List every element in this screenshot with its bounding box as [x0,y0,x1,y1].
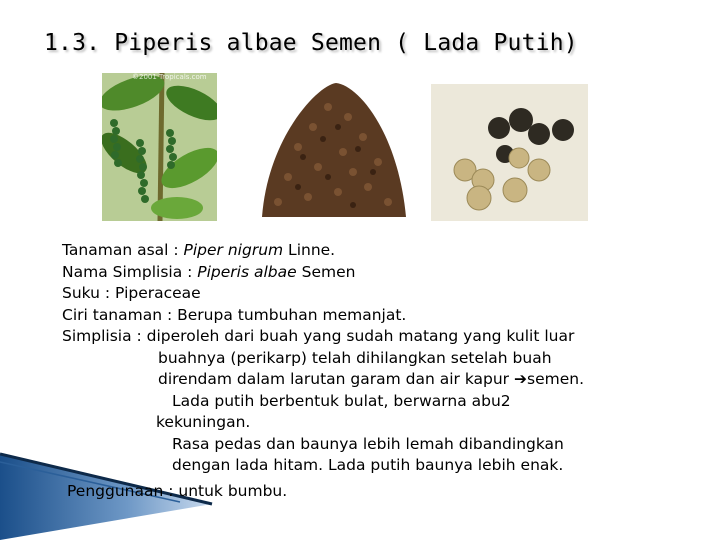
line-rasa-1: Rasa pedas dan baunya lebih lemah dibandingkan [172,434,564,453]
pepper-plant-photo [102,73,217,221]
peppercorn-pile-photo [258,77,408,222]
line-penggunaan: Penggunaan : untuk bumbu. [67,482,288,500]
line-simplisia-3: direndam dalam larutan garam dan air kapur ➔semen. [158,370,584,388]
line-suku: Suku : Piperaceae [62,284,201,302]
line-tanaman-asal: Tanaman asal : Piper nigrum Linne. [62,241,336,259]
line-lada-2: kekuningan. [156,413,251,431]
white-pepper-seeds-photo [431,84,588,221]
line-nama-simplisia: Nama Simplisia : Piperis albae Semen [62,262,356,281]
arrow-right-icon: ➔ [514,370,527,388]
line-rasa-2: dengan lada hitam. Lada putih baunya lebih enak. [172,456,564,474]
line-simplisia-2: buahnya (perikarp) telah dihilangkan setelah buah [158,348,552,367]
line-lada-1: Lada putih berbentuk bulat, berwarna abu2 [172,391,511,410]
slide-title: 1.3. Piperis albae Semen ( Lada Putih) [44,30,578,56]
line-ciri-tanaman: Ciri tanaman : Berupa tumbuhan memanjat. [62,305,407,324]
line-simplisia-1: Simplisia : diperoleh dari buah yang sudah matang yang kulit luar [62,327,575,345]
photo-watermark: ©2001 Tropicals.com [132,73,207,81]
